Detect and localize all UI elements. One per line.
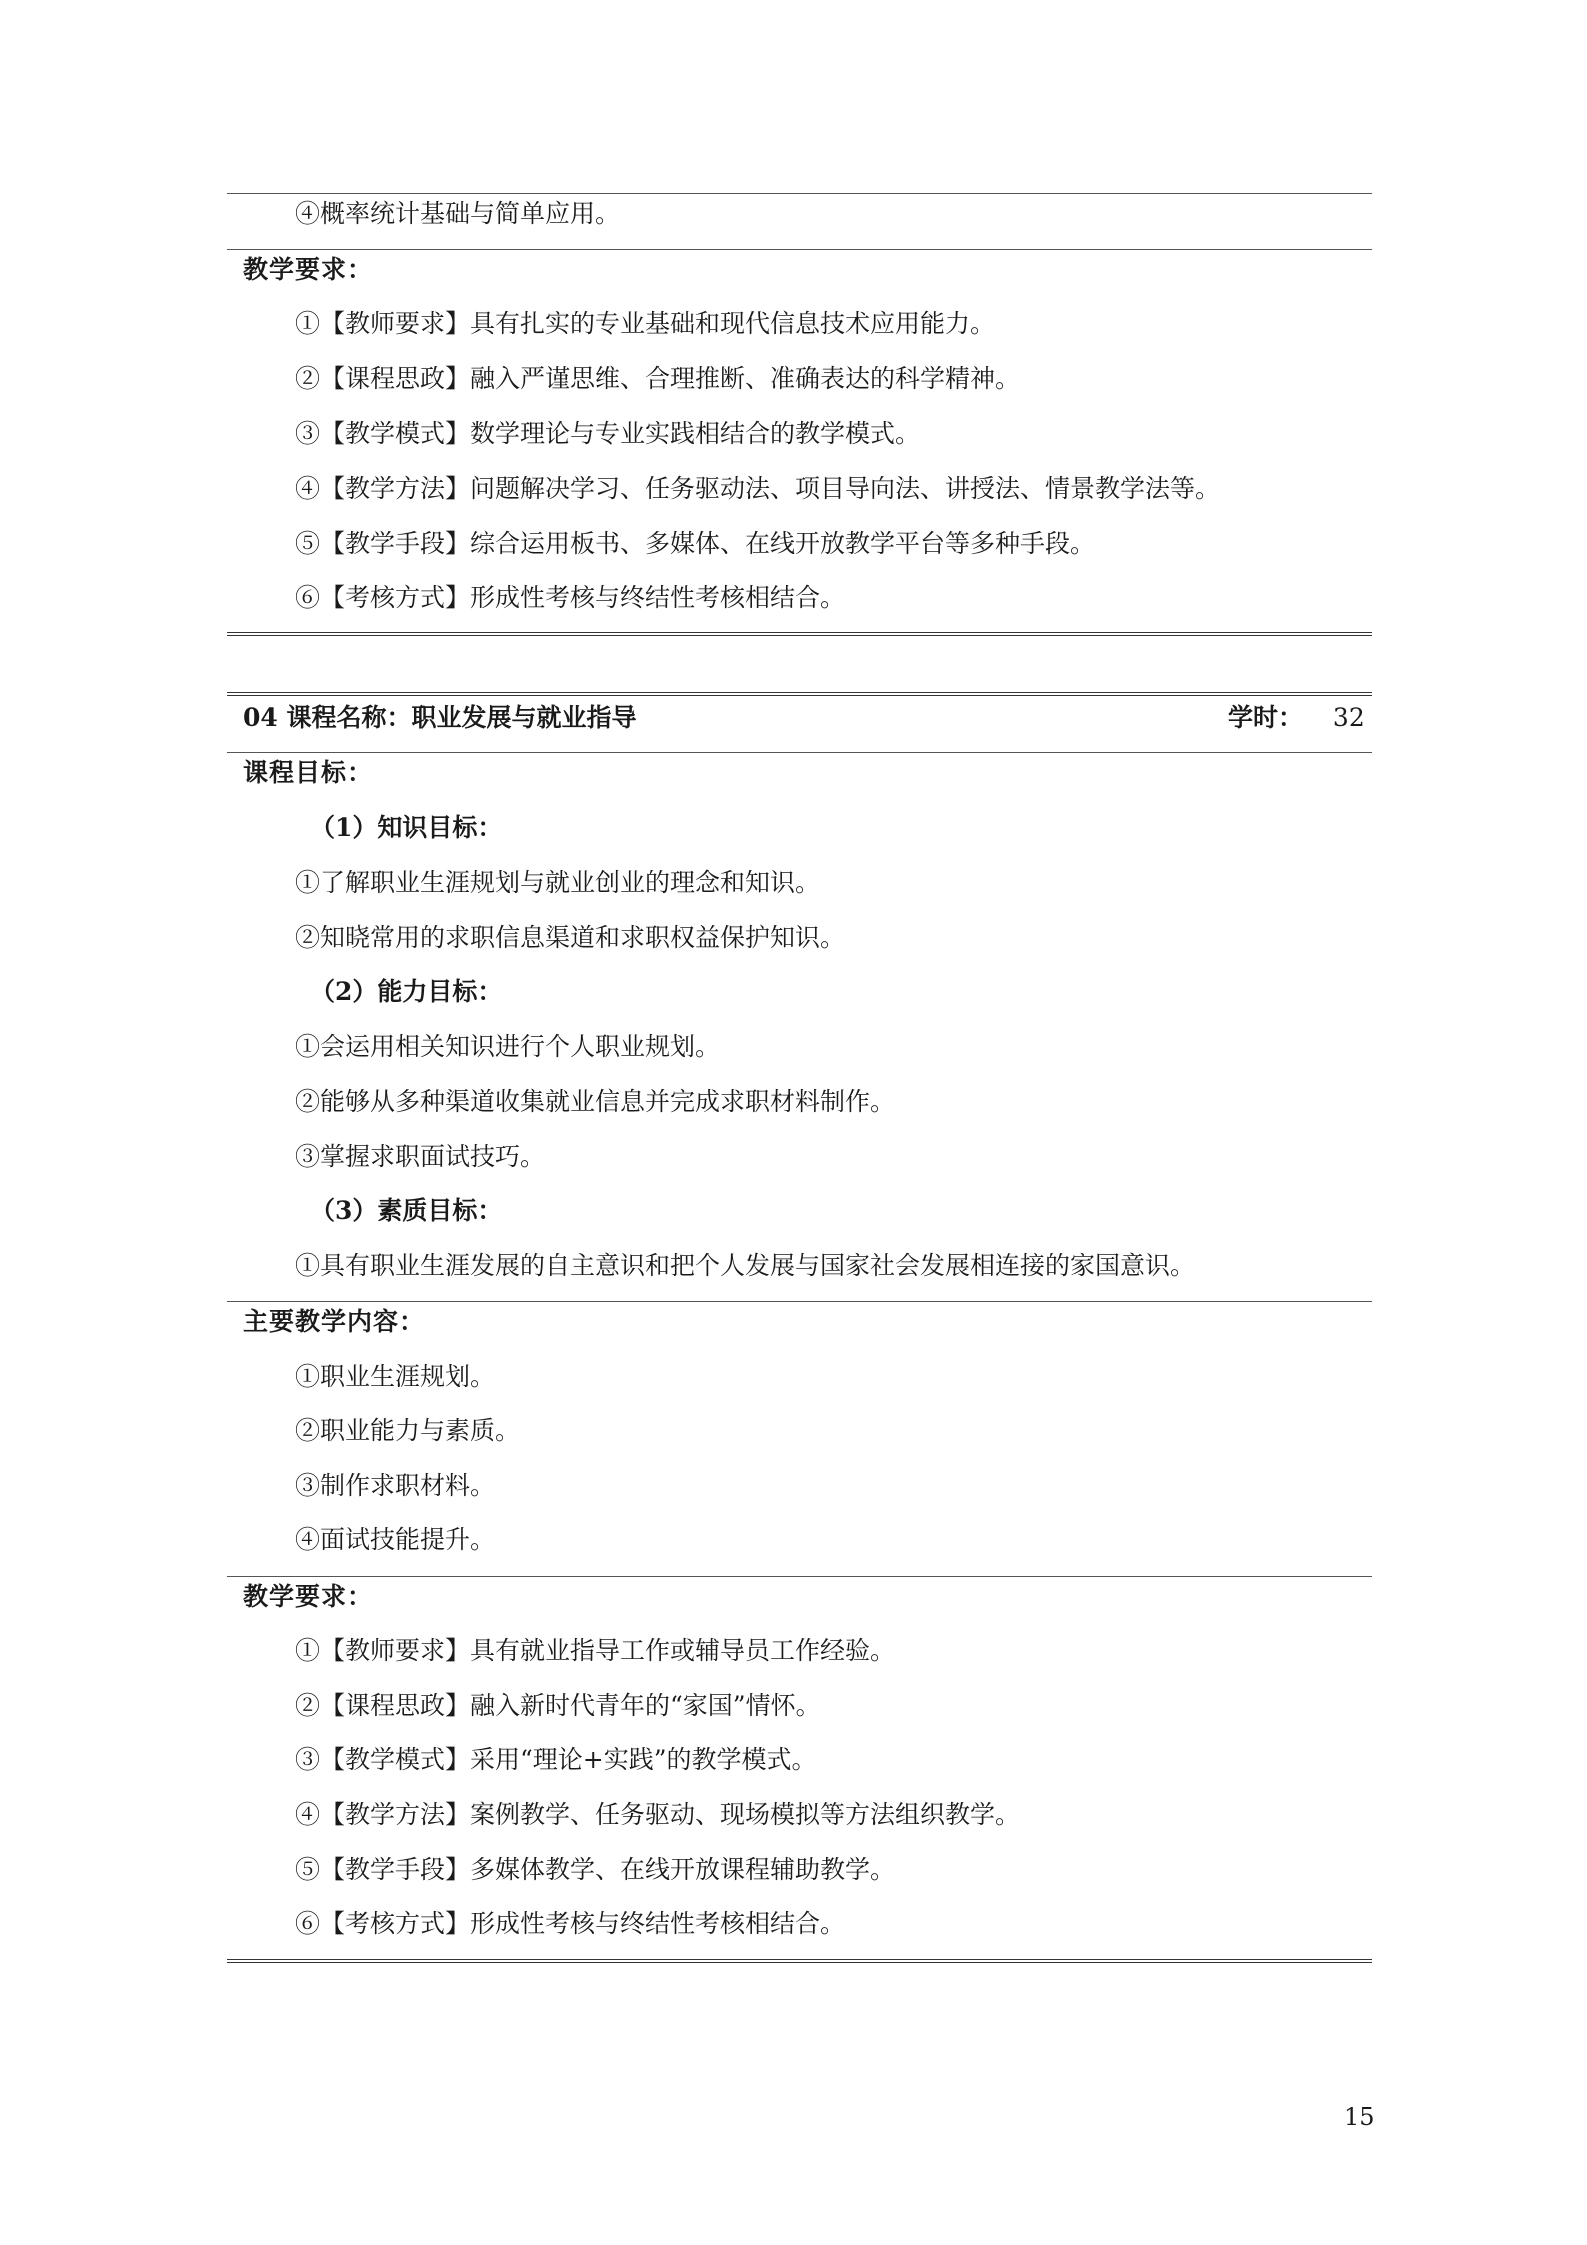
section-divider	[227, 249, 1372, 250]
section-divider	[227, 1301, 1372, 1302]
requirement-item: ④【教学方法】案例教学、任务驱动、现场模拟等方法组织教学。	[295, 1800, 1021, 1829]
requirement-item: ①【教师要求】具有就业指导工作或辅导员工作经验。	[295, 1636, 896, 1665]
quality-goals-heading: （3）素质目标：	[310, 1196, 503, 1225]
content-item: ①职业生涯规划。	[295, 1362, 496, 1391]
content-item: ④面试技能提升。	[295, 1525, 496, 1554]
goal-item: ②能够从多种渠道收集就业信息并完成求职材料制作。	[295, 1087, 896, 1116]
requirement-item: ⑤【教学手段】多媒体教学、在线开放课程辅助教学。	[295, 1855, 896, 1884]
content-item: ③制作求职材料。	[295, 1471, 496, 1500]
teaching-requirements-heading: 教学要求：	[243, 1582, 374, 1611]
hours-label: 学时：	[1228, 703, 1304, 732]
requirement-item: ⑤【教学手段】综合运用板书、多媒体、在线开放教学平台等多种手段。	[295, 529, 1096, 558]
table-top-border	[227, 692, 1372, 696]
course-title: 04 课程名称：职业发展与就业指导	[243, 703, 637, 732]
course-hours	[1228, 700, 1365, 736]
ability-goals-heading: （2）能力目标：	[310, 977, 503, 1006]
page-number: 15	[1344, 2103, 1375, 2131]
hours-value: 32	[1332, 703, 1365, 732]
table-bottom-border	[227, 632, 1372, 636]
requirement-item: ②【课程思政】融入新时代青年的“家国”情怀。	[295, 1691, 821, 1720]
content-item: ②职业能力与素质。	[295, 1416, 521, 1445]
table-bottom-border	[227, 1959, 1372, 1963]
knowledge-goals-heading: （1）知识目标：	[310, 813, 503, 842]
requirement-item: ①【教师要求】具有扎实的专业基础和现代信息技术应用能力。	[295, 309, 996, 338]
course-goals-heading: 课程目标：	[243, 758, 374, 787]
goal-item: ②知晓常用的求职信息渠道和求职权益保护知识。	[295, 923, 846, 952]
main-content-heading: 主要教学内容：	[243, 1307, 426, 1336]
table-top-border	[227, 193, 1372, 194]
requirement-item: ②【课程思政】融入严谨思维、合理推断、准确表达的科学精神。	[295, 364, 1021, 393]
goal-item: ③掌握求职面试技巧。	[295, 1142, 546, 1171]
requirement-item: ⑥【考核方式】形成性考核与终结性考核相结合。	[295, 583, 846, 612]
content-item: ④概率统计基础与简单应用。	[295, 199, 621, 228]
teaching-requirements-heading: 教学要求：	[243, 255, 374, 284]
goal-item: ①具有职业生涯发展的自主意识和把个人发展与国家社会发展相连接的家国意识。	[295, 1251, 1196, 1280]
requirement-item: ③【教学模式】数学理论与专业实践相结合的教学模式。	[295, 419, 921, 448]
goal-item: ①了解职业生涯规划与就业创业的理念和知识。	[295, 868, 821, 897]
requirement-item: ③【教学模式】采用“理论+实践”的教学模式。	[295, 1745, 817, 1774]
goal-item: ①会运用相关知识进行个人职业规划。	[295, 1032, 721, 1061]
section-divider	[227, 752, 1372, 753]
requirement-item: ④【教学方法】问题解决学习、任务驱动法、项目导向法、讲授法、情景教学法等。	[295, 474, 1221, 503]
section-divider	[227, 1576, 1372, 1577]
requirement-item: ⑥【考核方式】形成性考核与终结性考核相结合。	[295, 1909, 846, 1938]
